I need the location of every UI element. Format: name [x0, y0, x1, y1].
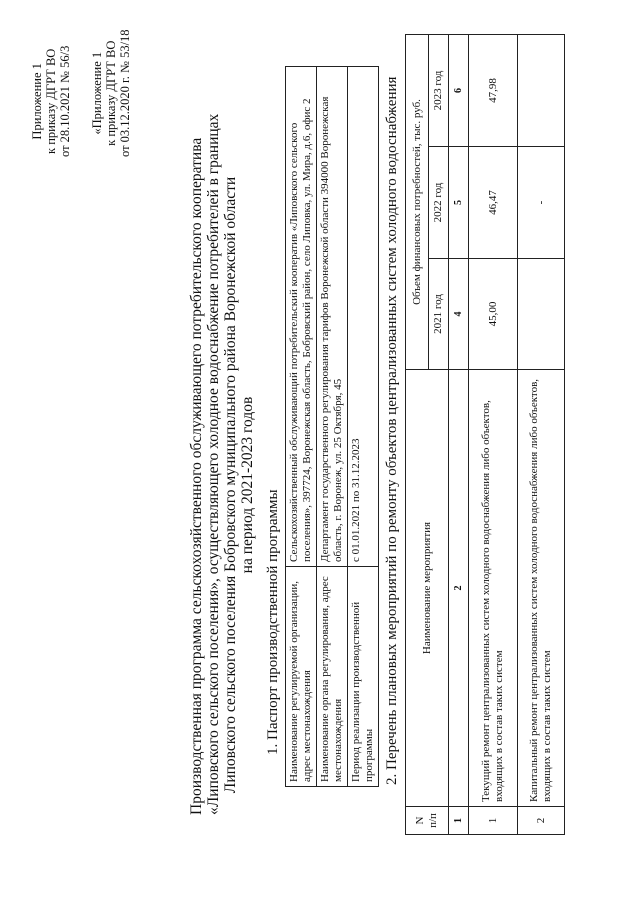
title-line: Липовского сельского поселения Бобровского муниципального района Воронежской области: [222, 176, 239, 794]
passport-value: Сельскохозяйственный обслуживающий потребительский кооператив «Липовского сельского поселения», 397724, Воронежская область, Бобровский район, село Липовка, ул. Мира, д.6, офис 2: [286, 67, 317, 567]
passport-table: [285, 66, 379, 787]
table-row: [518, 34, 565, 834]
table-header-row: [406, 34, 429, 834]
measures-table: [405, 34, 565, 835]
row-num: 1: [469, 807, 518, 835]
title-line: Производственная программа сельскохозяйственного обслуживающего потребительского кооператива: [188, 137, 205, 815]
annex-line: к приказу ДГРТ ВО: [104, 40, 118, 146]
table-row: [469, 34, 518, 834]
passport-value: Департамент государственного регулирования тарифов Воронежской области 394000 Воронежская область, г. Воронеж, ул. 25 Октября, 45: [317, 67, 348, 567]
passport-label: Наименование органа регулирования, адрес местонахождения: [317, 567, 348, 787]
col-index: 6: [449, 34, 469, 146]
row-num: 2: [518, 807, 565, 835]
col-index: 1: [449, 807, 469, 835]
value-2023: 47,98: [469, 34, 518, 146]
table-row: [286, 67, 317, 787]
col-name-header: Наименование мероприятия: [406, 370, 449, 807]
value-2022: -: [518, 147, 565, 259]
value-2021: [518, 259, 565, 370]
year-header: 2022 год: [429, 147, 449, 259]
title-line: «Липовского сельского поселения», осуществляющего холодное водоснабжение потребителей в границах: [205, 113, 222, 815]
annex-line: от 03.12.2020 г. № 53/18: [118, 29, 132, 157]
passport-label: Наименование регулируемой организации, адрес местонахождения: [286, 567, 317, 787]
document-title: [188, 113, 256, 815]
annex-current: [30, 46, 72, 157]
column-index-row: [449, 34, 469, 834]
table-row: [317, 67, 348, 787]
year-header: 2023 год: [429, 34, 449, 146]
year-header: 2021 год: [429, 259, 449, 370]
annex-line: «Приложение 1: [90, 51, 104, 135]
passport-label: Период реализации производственной программы: [348, 567, 379, 787]
value-2021: 45,00: [469, 259, 518, 370]
annex-previous: [90, 29, 132, 157]
passport-value: с 01.01.2021 по 31.12.2023: [348, 67, 379, 567]
value-2022: 46,47: [469, 147, 518, 259]
measure-name: Капитальный ремонт централизованных систем холодного водоснабжения либо объектов, входящих в состав таких систем: [518, 370, 565, 807]
measures-heading: 2. Перечень плановых мероприятий по ремонту объектов централизованных систем холодного водоснабжения: [384, 76, 400, 785]
title-line: на период 2021-2023 годов: [239, 396, 256, 574]
col-index: 2: [449, 370, 469, 807]
annex-line: Приложение 1: [30, 63, 44, 140]
annex-line: от 28.10.2021 № 56/3: [58, 45, 72, 157]
col-num-header: N п/п: [406, 807, 449, 835]
passport-heading: 1. Паспорт производственной программы: [265, 489, 281, 755]
annex-line: к приказу ДГРТ ВО: [44, 48, 58, 154]
col-finance-header: Объем финансовых потребностей, тыс. руб.: [406, 34, 429, 369]
measure-name: Текущий ремонт централизованных систем холодного водоснабжения либо объектов, входящих в состав таких систем: [469, 370, 518, 807]
value-2023: [518, 34, 565, 146]
col-index: 4: [449, 259, 469, 370]
col-index: 5: [449, 147, 469, 259]
table-row: [348, 67, 379, 787]
